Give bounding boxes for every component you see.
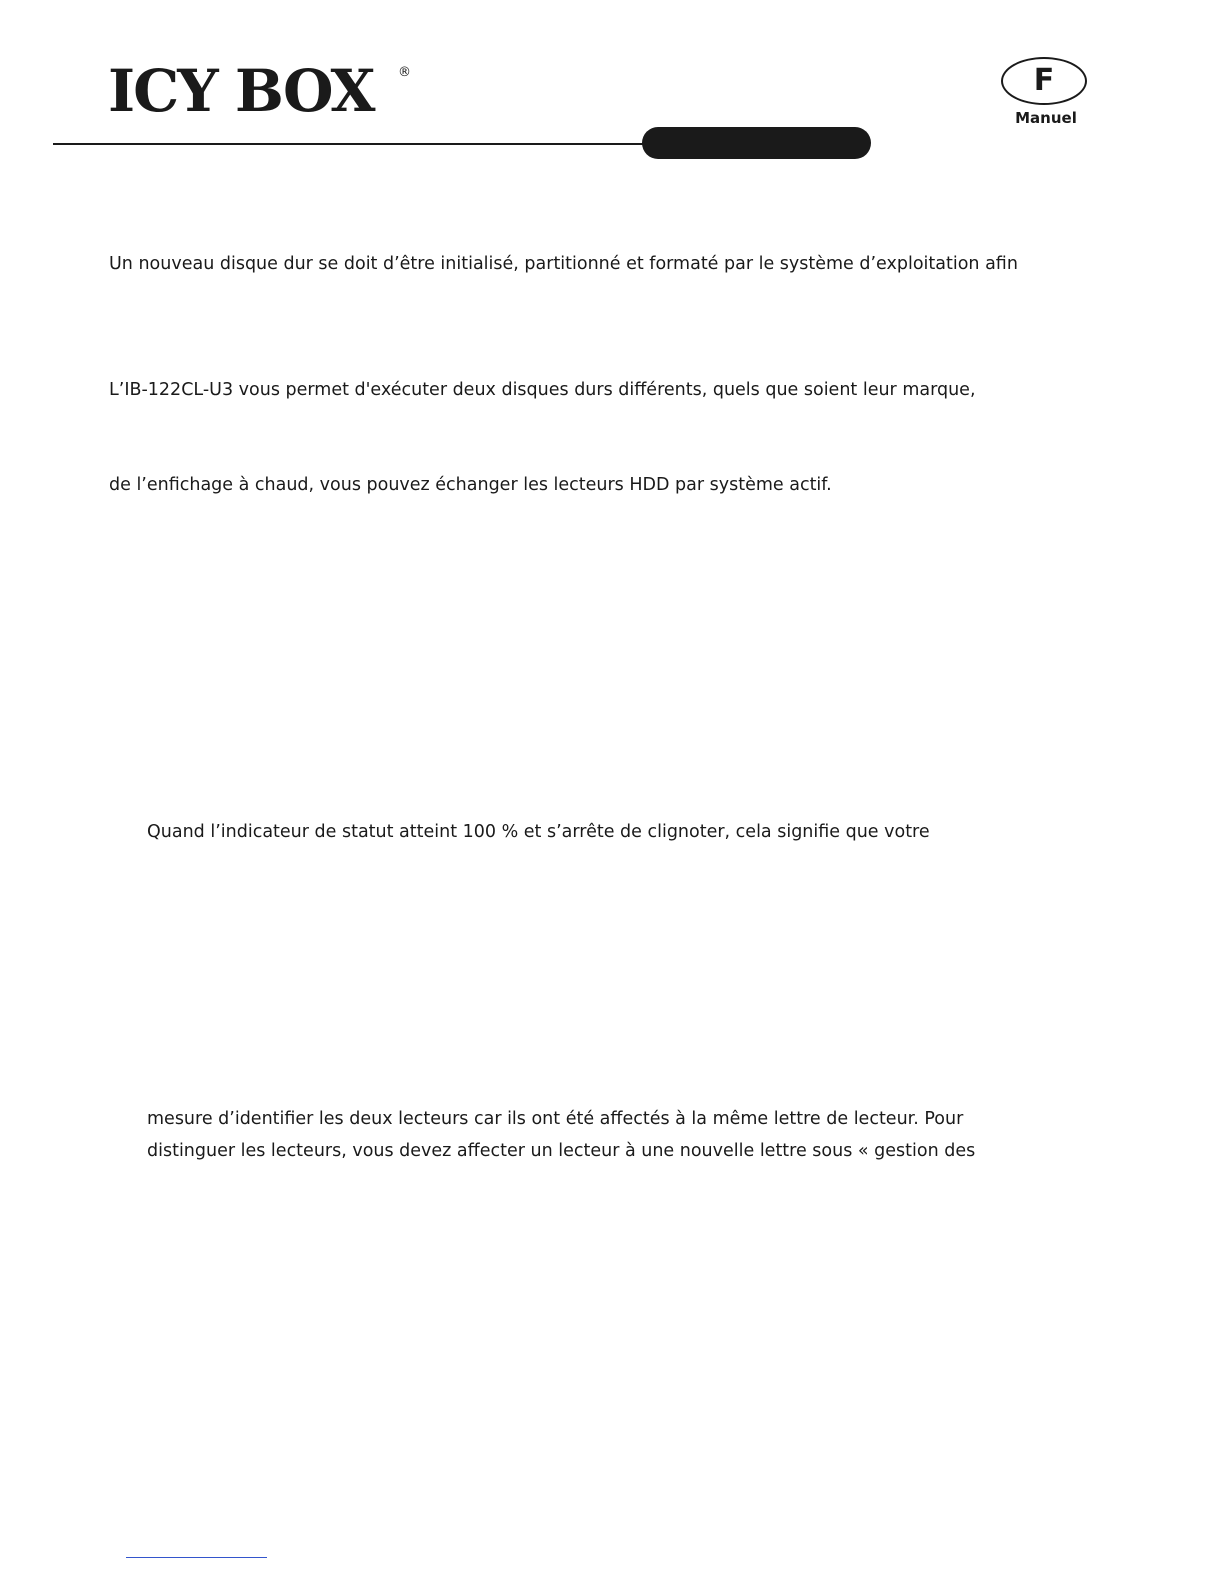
language-badge: F xyxy=(1001,57,1087,105)
body-line-3: de l’enfichage à chaud, vous pouvez échanger les lecteurs HDD par système actif. xyxy=(109,475,832,495)
body-line-4: Quand l’indicateur de statut atteint 100 % et s’arrête de clignoter, cela signifie que votre xyxy=(147,822,930,842)
header-section-bar xyxy=(642,127,871,159)
footer-link-underline[interactable] xyxy=(126,1557,267,1558)
language-caption: Manuel xyxy=(1015,109,1077,127)
brand-logo: ICY BOX xyxy=(108,57,374,125)
registered-mark: ® xyxy=(398,65,411,80)
body-line-1: Un nouveau disque dur se doit d’être initialisé, partitionné et formaté par le système d’exploitation afin xyxy=(109,254,1018,274)
body-line-6: distinguer les lecteurs, vous devez affecter un lecteur à une nouvelle lettre sous « gestion des xyxy=(147,1141,976,1161)
body-line-2: L’IB-122CL-U3 vous permet d'exécuter deux disques durs différents, quels que soient leur marque, xyxy=(109,380,976,400)
body-line-5: mesure d’identifier les deux lecteurs car ils ont été affectés à la même lettre de lecteur. Pour xyxy=(147,1109,964,1129)
header-divider xyxy=(53,143,653,145)
